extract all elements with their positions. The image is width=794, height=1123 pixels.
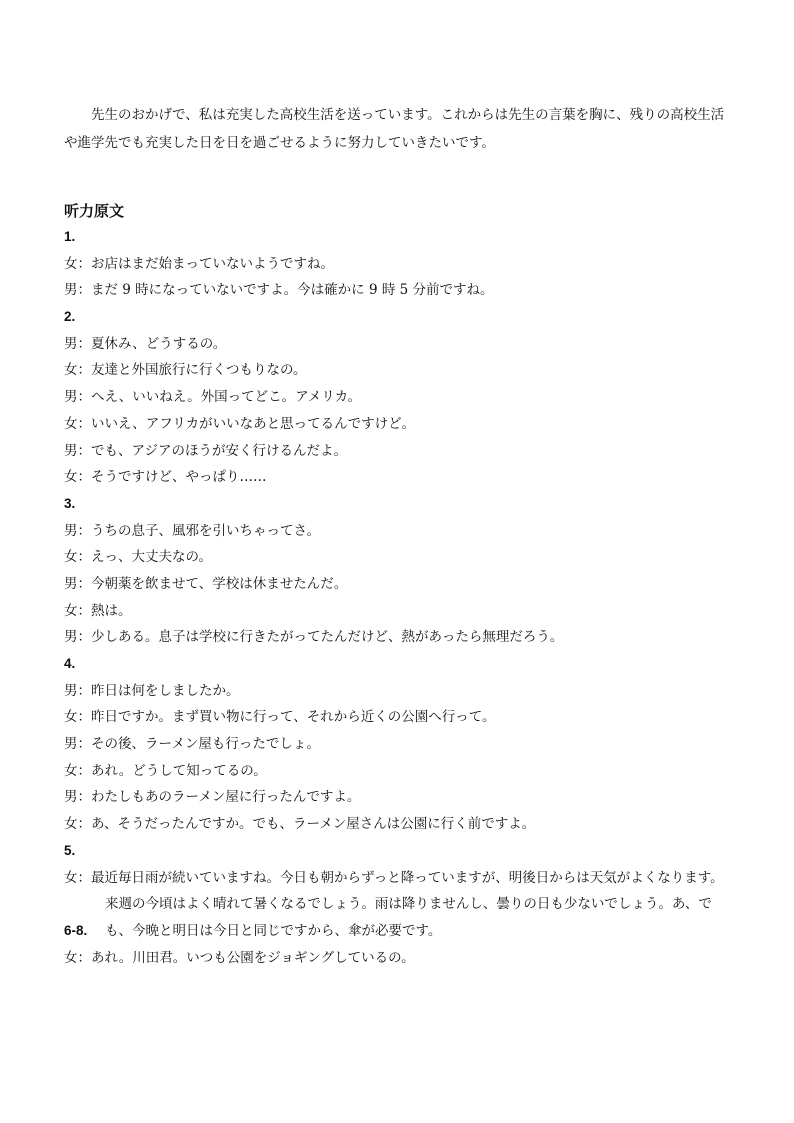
speaker-label: 男 <box>64 682 78 699</box>
line-text: そうですけど、やっぱり…… <box>91 469 267 486</box>
dialog-line <box>64 811 730 838</box>
line-text: その後、ラーメン屋も行ったでしょ。 <box>91 736 320 753</box>
speaker-label: 男 <box>64 389 78 406</box>
speaker-separator: ： <box>77 682 91 699</box>
line-text: まだ 9 時になっていないですよ。今は確かに 9 時 5 分前ですね。 <box>91 282 494 299</box>
speaker-separator: ： <box>77 869 91 886</box>
line-text: 昨日は何をしましたか。 <box>91 682 240 699</box>
speaker-label: 男 <box>64 789 78 806</box>
line-text: 少しある。息子は学校に行きたがってたんだけど、熱があったら無理だろう。 <box>91 629 564 646</box>
speaker-separator: ： <box>77 335 91 352</box>
speaker-label: 女 <box>64 469 78 486</box>
dialog-line <box>64 758 730 785</box>
line-text: 今朝薬を飲ませて、学校は休ませたんだ。 <box>91 575 348 592</box>
line-text: 熱は。 <box>91 602 132 619</box>
dialog-line <box>64 518 730 545</box>
speaker-label: 女 <box>64 762 78 779</box>
speaker-label: 女 <box>64 255 78 272</box>
speaker-label: 女 <box>64 816 78 833</box>
line-text: うちの息子、風邪を引いちゃってさ。 <box>91 522 320 539</box>
line-text: でも、アジアのほうが安く行けるんだよ。 <box>91 442 347 459</box>
speaker-separator: ： <box>77 549 91 566</box>
line-text: わたしもあのラーメン屋に行ったんですよ。 <box>91 789 361 806</box>
speaker-separator: ： <box>77 789 91 806</box>
dialog-line <box>64 464 730 491</box>
dialog-number: 4. <box>64 656 76 671</box>
dialog-line <box>64 277 730 304</box>
speaker-separator: ： <box>77 415 91 432</box>
dialog-number: 1. <box>64 229 76 244</box>
dialog-line <box>64 678 730 705</box>
dialog-line <box>64 624 730 651</box>
speaker-separator: ： <box>77 469 91 486</box>
line-text: 友達と外国旅行に行くつもりなの。 <box>91 362 307 379</box>
speaker-separator: ： <box>77 602 91 619</box>
speaker-separator: ： <box>77 389 91 406</box>
speaker-label: 男 <box>64 575 78 592</box>
line-text: 最近毎日雨が続いていますね。今日も朝からずっと降っていますが、明後日からは天気がよくなります。来週の今頃はよく晴れて暑くなるでしょう。雨は降りませんし、曇りの日も少ないでしょう。あ、でも、今晩と明日は今日と同じですから、傘が必要です。 <box>91 869 724 939</box>
line-text: お店はまだ始まっていないようですね。 <box>91 255 334 272</box>
line-text: あれ。どうして知ってるの。 <box>91 762 267 779</box>
speaker-label: 女 <box>64 949 78 966</box>
speaker-label: 女 <box>64 415 78 432</box>
speaker-label: 男 <box>64 522 78 539</box>
intro-paragraph: 先生のおかげで、私は充実した高校生活を送っています。これからは先生の言葉を胸に、残りの高校生活や進学先でも充実した日を日を過ごせるように努力していきたいです。 <box>64 107 725 151</box>
speaker-label: 男 <box>64 442 78 459</box>
speaker-separator: ： <box>77 575 91 592</box>
speaker-separator: ： <box>77 629 91 646</box>
speaker-label: 女 <box>64 602 78 619</box>
speaker-separator: ： <box>77 282 91 299</box>
speaker-label: 男 <box>64 629 78 646</box>
speaker-separator: ： <box>77 709 91 726</box>
dialog-number: 2. <box>64 309 76 325</box>
dialog-line <box>64 784 730 811</box>
dialog-line <box>64 544 730 571</box>
dialog-line <box>64 945 730 972</box>
dialog-number: 6-8. <box>64 922 88 938</box>
dialog-number: 5. <box>64 842 76 858</box>
speaker-separator: ： <box>77 362 91 379</box>
speaker-separator: ： <box>77 736 91 753</box>
line-text: へえ、いいねえ。外国ってどこ。アメリカ。 <box>91 389 362 406</box>
speaker-label: 女 <box>64 709 78 726</box>
speaker-separator: ： <box>77 949 91 966</box>
dialog-line <box>64 331 730 358</box>
line-text: いいえ、アフリカがいいなあと思ってるんですけど。 <box>91 415 416 432</box>
dialog-line <box>64 571 730 598</box>
speaker-separator: ： <box>77 442 91 459</box>
line-text: 昨日ですか。まず買い物に行って、それから近くの公園へ行って。 <box>91 709 496 726</box>
dialog-line <box>64 598 730 625</box>
line-text: 夏休み、どうするの。 <box>91 335 227 352</box>
speaker-label: 男 <box>64 282 78 299</box>
speaker-label: 男 <box>64 736 78 753</box>
speaker-label: 女 <box>64 549 78 566</box>
line-text: えっ、大丈夫なの。 <box>91 549 212 566</box>
dialog-line <box>64 704 730 731</box>
speaker-separator: ： <box>77 762 91 779</box>
speaker-separator: ： <box>77 522 91 539</box>
speaker-label: 女 <box>64 362 78 379</box>
dialog-line <box>64 384 730 411</box>
dialog-line <box>64 251 730 278</box>
dialog-line <box>64 357 730 384</box>
dialog-line <box>64 731 730 758</box>
speaker-label: 女 <box>64 869 78 886</box>
dialog-line <box>64 411 730 438</box>
dialog-list <box>64 224 730 971</box>
speaker-label: 男 <box>64 335 78 352</box>
line-text: あ、そうだったんですか。でも、ラーメン屋さんは公園に行く前ですよ。 <box>91 816 536 833</box>
speaker-separator: ： <box>77 255 91 272</box>
line-text: あれ。川田君。いつも公園をジョギングしているの。 <box>91 949 415 966</box>
dialog-number: 3. <box>64 495 76 511</box>
section-title: 听力原文 <box>64 202 125 220</box>
dialog-line <box>64 438 730 465</box>
speaker-separator: ： <box>77 816 91 833</box>
